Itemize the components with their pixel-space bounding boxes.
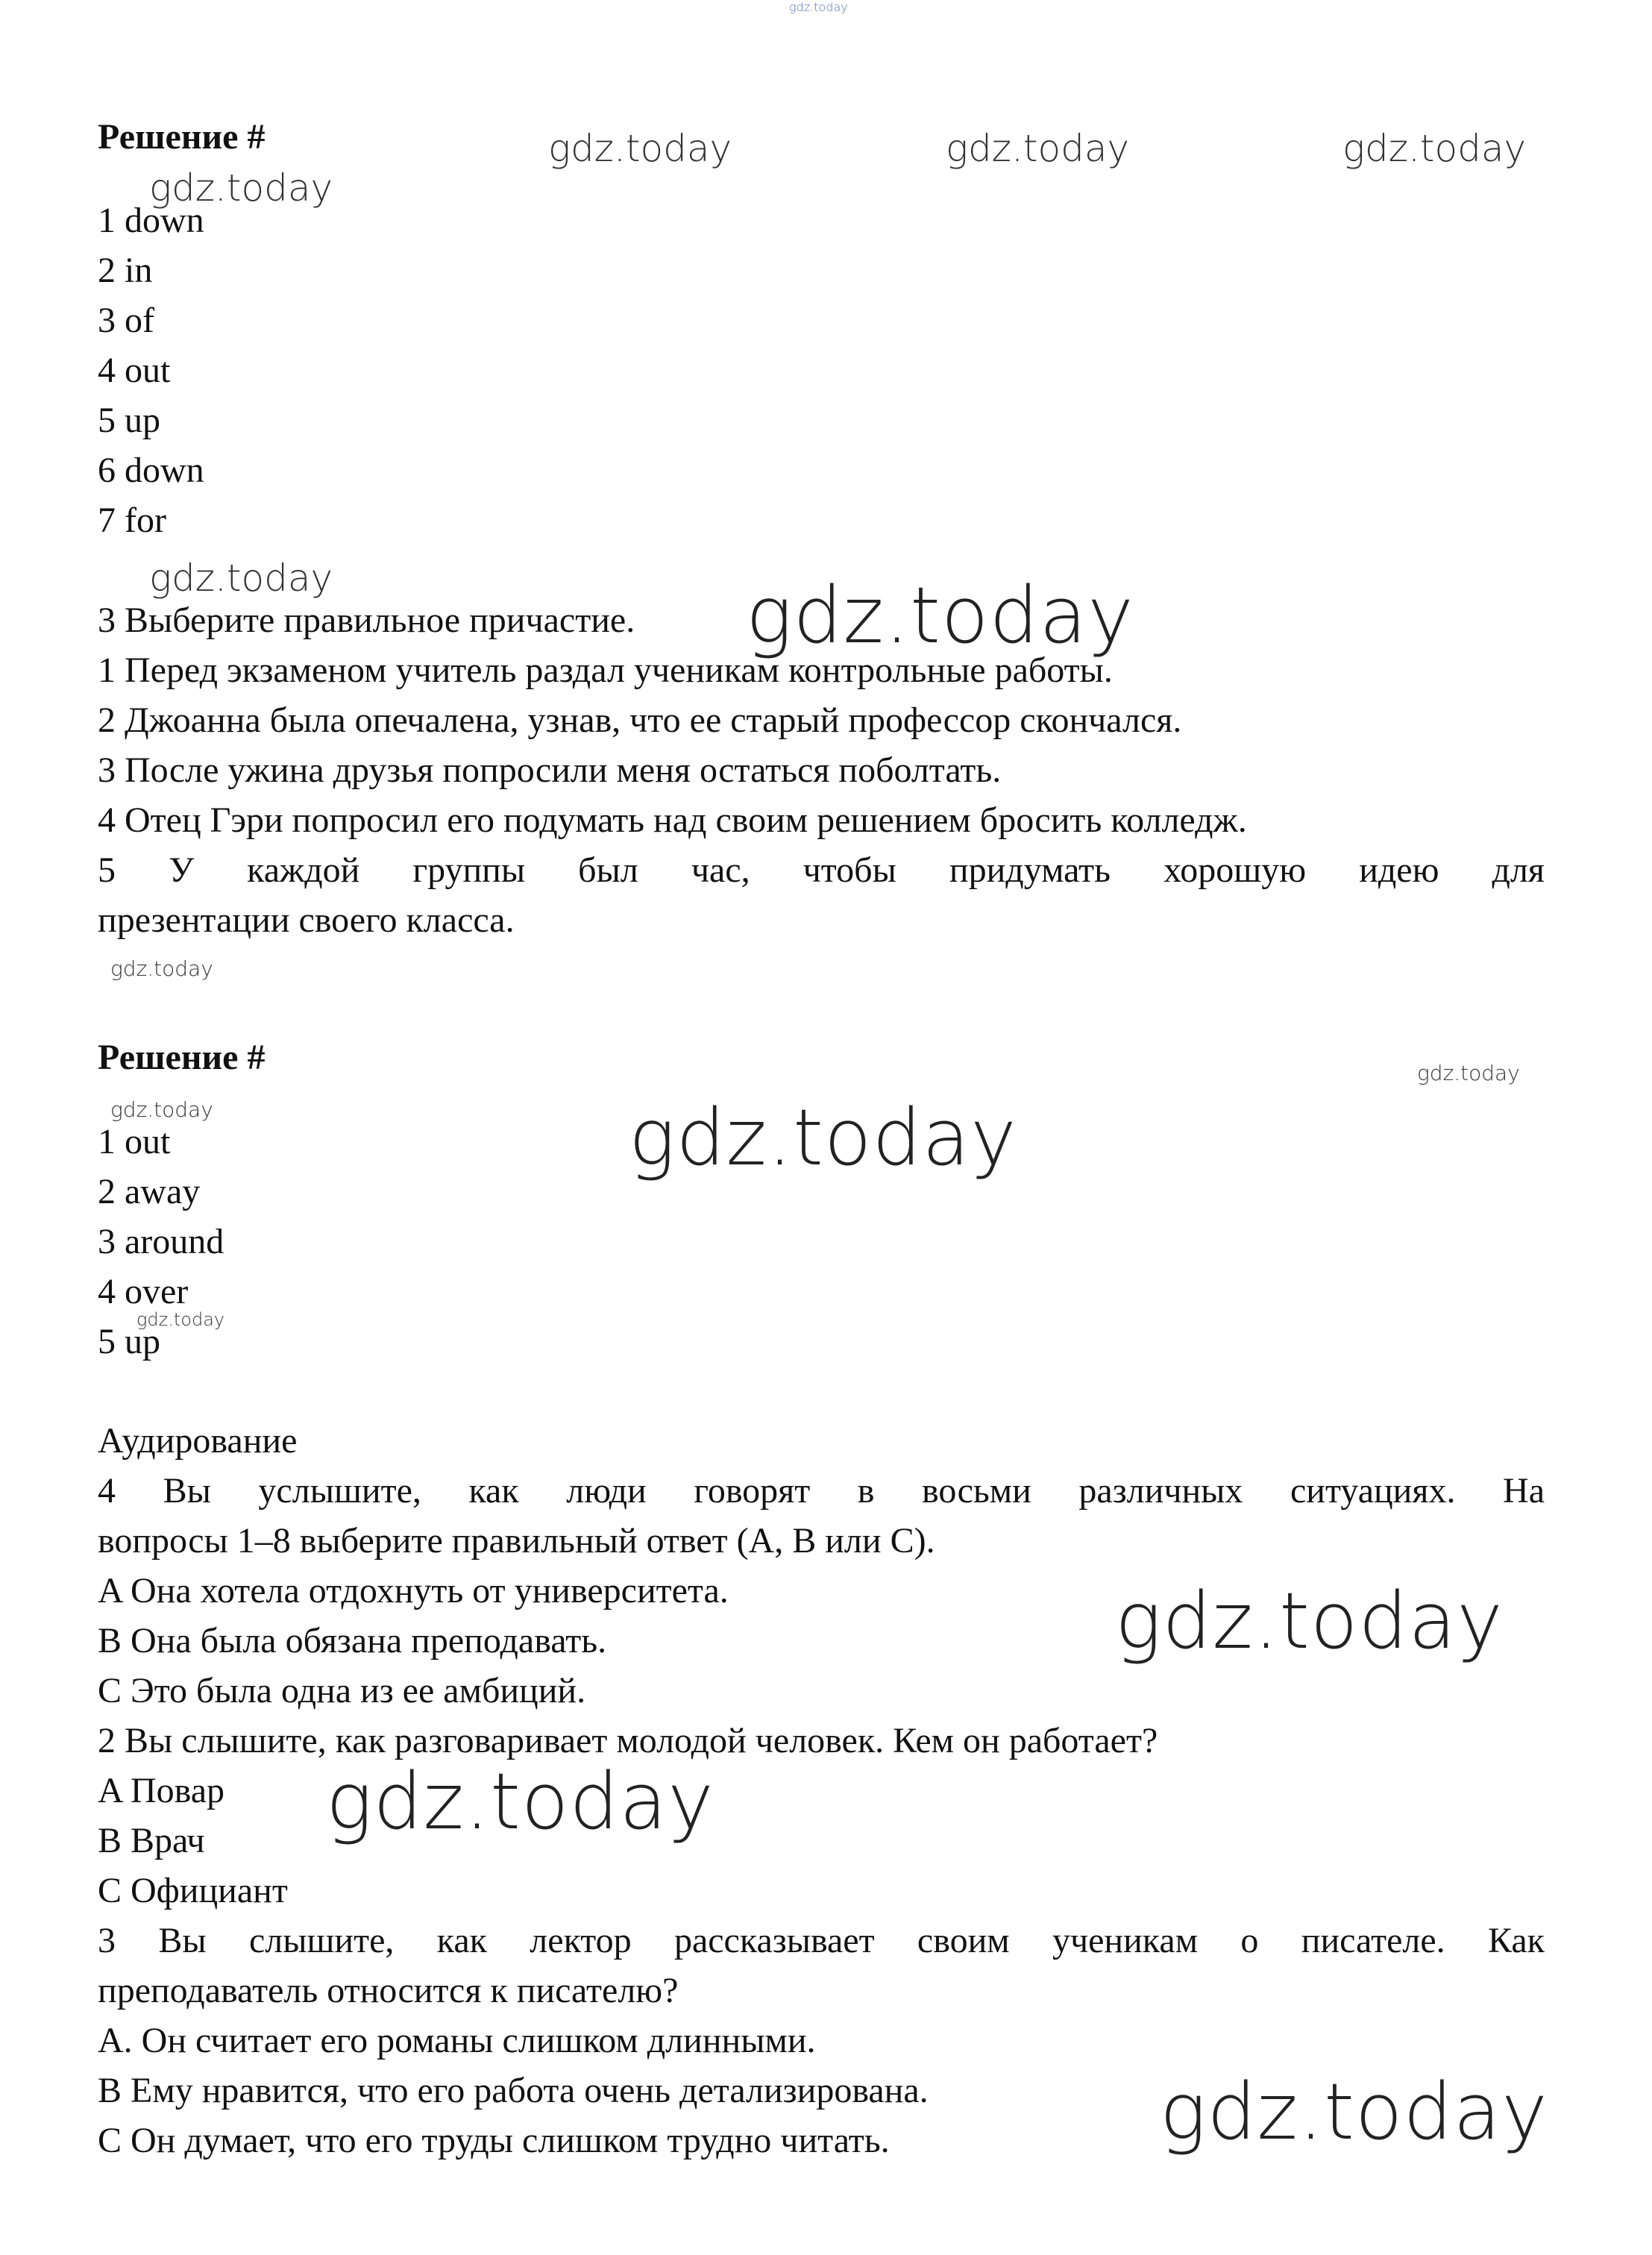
watermark-large: gdz.today: [1115, 1575, 1504, 1666]
section-title: Аудирование: [98, 1421, 298, 1461]
listening-line: 3 Вы слышите, как лектор рассказывает своим ученикам о писателе. Как: [98, 1921, 1545, 1960]
exercise-sentence: презентации своего класса.: [98, 900, 515, 940]
listening-line: A. Он считает его романы слишком длинными.: [98, 2021, 816, 2060]
answer-item: 5 up: [98, 1322, 160, 1361]
listening-line: A Она хотела отдохнуть от университета.: [98, 1571, 729, 1611]
solution-heading: Решение #: [98, 1038, 266, 1077]
listening-line: преподаватель относится к писателю?: [98, 1971, 679, 2010]
watermark-large: gdz.today: [629, 1092, 1017, 1183]
listening-line: B Она была обязана преподавать.: [98, 1621, 607, 1660]
answer-item: 4 over: [98, 1272, 189, 1311]
watermark-large: gdz.today: [746, 570, 1134, 661]
watermark-large: gdz.today: [1160, 2066, 1548, 2157]
listening-line: 4 Вы услышите, как люди говорят в восьми различных ситуациях. На: [98, 1471, 1545, 1511]
answer-item: 4 out: [98, 351, 171, 390]
watermark: gdz.today: [946, 127, 1130, 170]
answer-item: 3 around: [98, 1222, 224, 1261]
listening-line: C Это была одна из ее амбиций.: [98, 1671, 586, 1710]
exercise-sentence: 5 У каждой группы был час, чтобы придумать хорошую идею для: [98, 850, 1545, 890]
listening-line: C Он думает, что его труды слишком трудно читать.: [98, 2121, 890, 2160]
watermark: gdz.today: [149, 556, 333, 600]
answer-item: 1 out: [98, 1122, 171, 1161]
exercise-sentence: 1 Перед экзаменом учитель раздал ученикам контрольные работы.: [98, 650, 1113, 690]
exercise-sentence: 3 После ужина друзья попросили меня остаться поболтать.: [98, 750, 1002, 790]
answer-item: 7 for: [98, 501, 166, 540]
listening-line: вопросы 1–8 выберите правильный ответ (A, B или C).: [98, 1521, 935, 1561]
watermark: gdz.today: [1342, 127, 1527, 170]
answer-item: 6 down: [98, 451, 204, 490]
listening-line: B Врач: [98, 1821, 205, 1860]
exercise-sentence: 2 Джоанна была опечалена, узнав, что ее старый профессор скончался.: [98, 700, 1182, 740]
watermark-small: gdz.today: [1417, 1061, 1520, 1085]
watermark-top: gdz.today: [789, 0, 848, 14]
answer-item: 1 down: [98, 201, 204, 240]
listening-line: 2 Вы слышите, как разговаривает молодой человек. Кем он работает?: [98, 1721, 1158, 1760]
listening-line: B Ему нравится, что его работа очень детализирована.: [98, 2071, 929, 2110]
watermark: gdz.today: [149, 166, 333, 210]
exercise-sentence: 4 Отец Гэри попросил его подумать над своим решением бросить колледж.: [98, 800, 1247, 840]
answer-item: 3 of: [98, 301, 154, 340]
watermark-small: gdz.today: [110, 956, 213, 981]
watermark-large: gdz.today: [326, 1756, 714, 1847]
watermark-small: gdz.today: [110, 1097, 213, 1122]
watermark: gdz.today: [548, 127, 732, 170]
solution-heading: Решение #: [98, 117, 266, 157]
listening-line: C Официант: [98, 1871, 288, 1910]
listening-line: A Повар: [98, 1771, 225, 1810]
exercise-title: 3 Выберите правильное причастие.: [98, 600, 635, 640]
answer-item: 5 up: [98, 401, 160, 440]
answer-item: 2 in: [98, 251, 153, 290]
answer-item: 2 away: [98, 1172, 201, 1211]
watermark-small: gdz.today: [136, 1309, 225, 1330]
